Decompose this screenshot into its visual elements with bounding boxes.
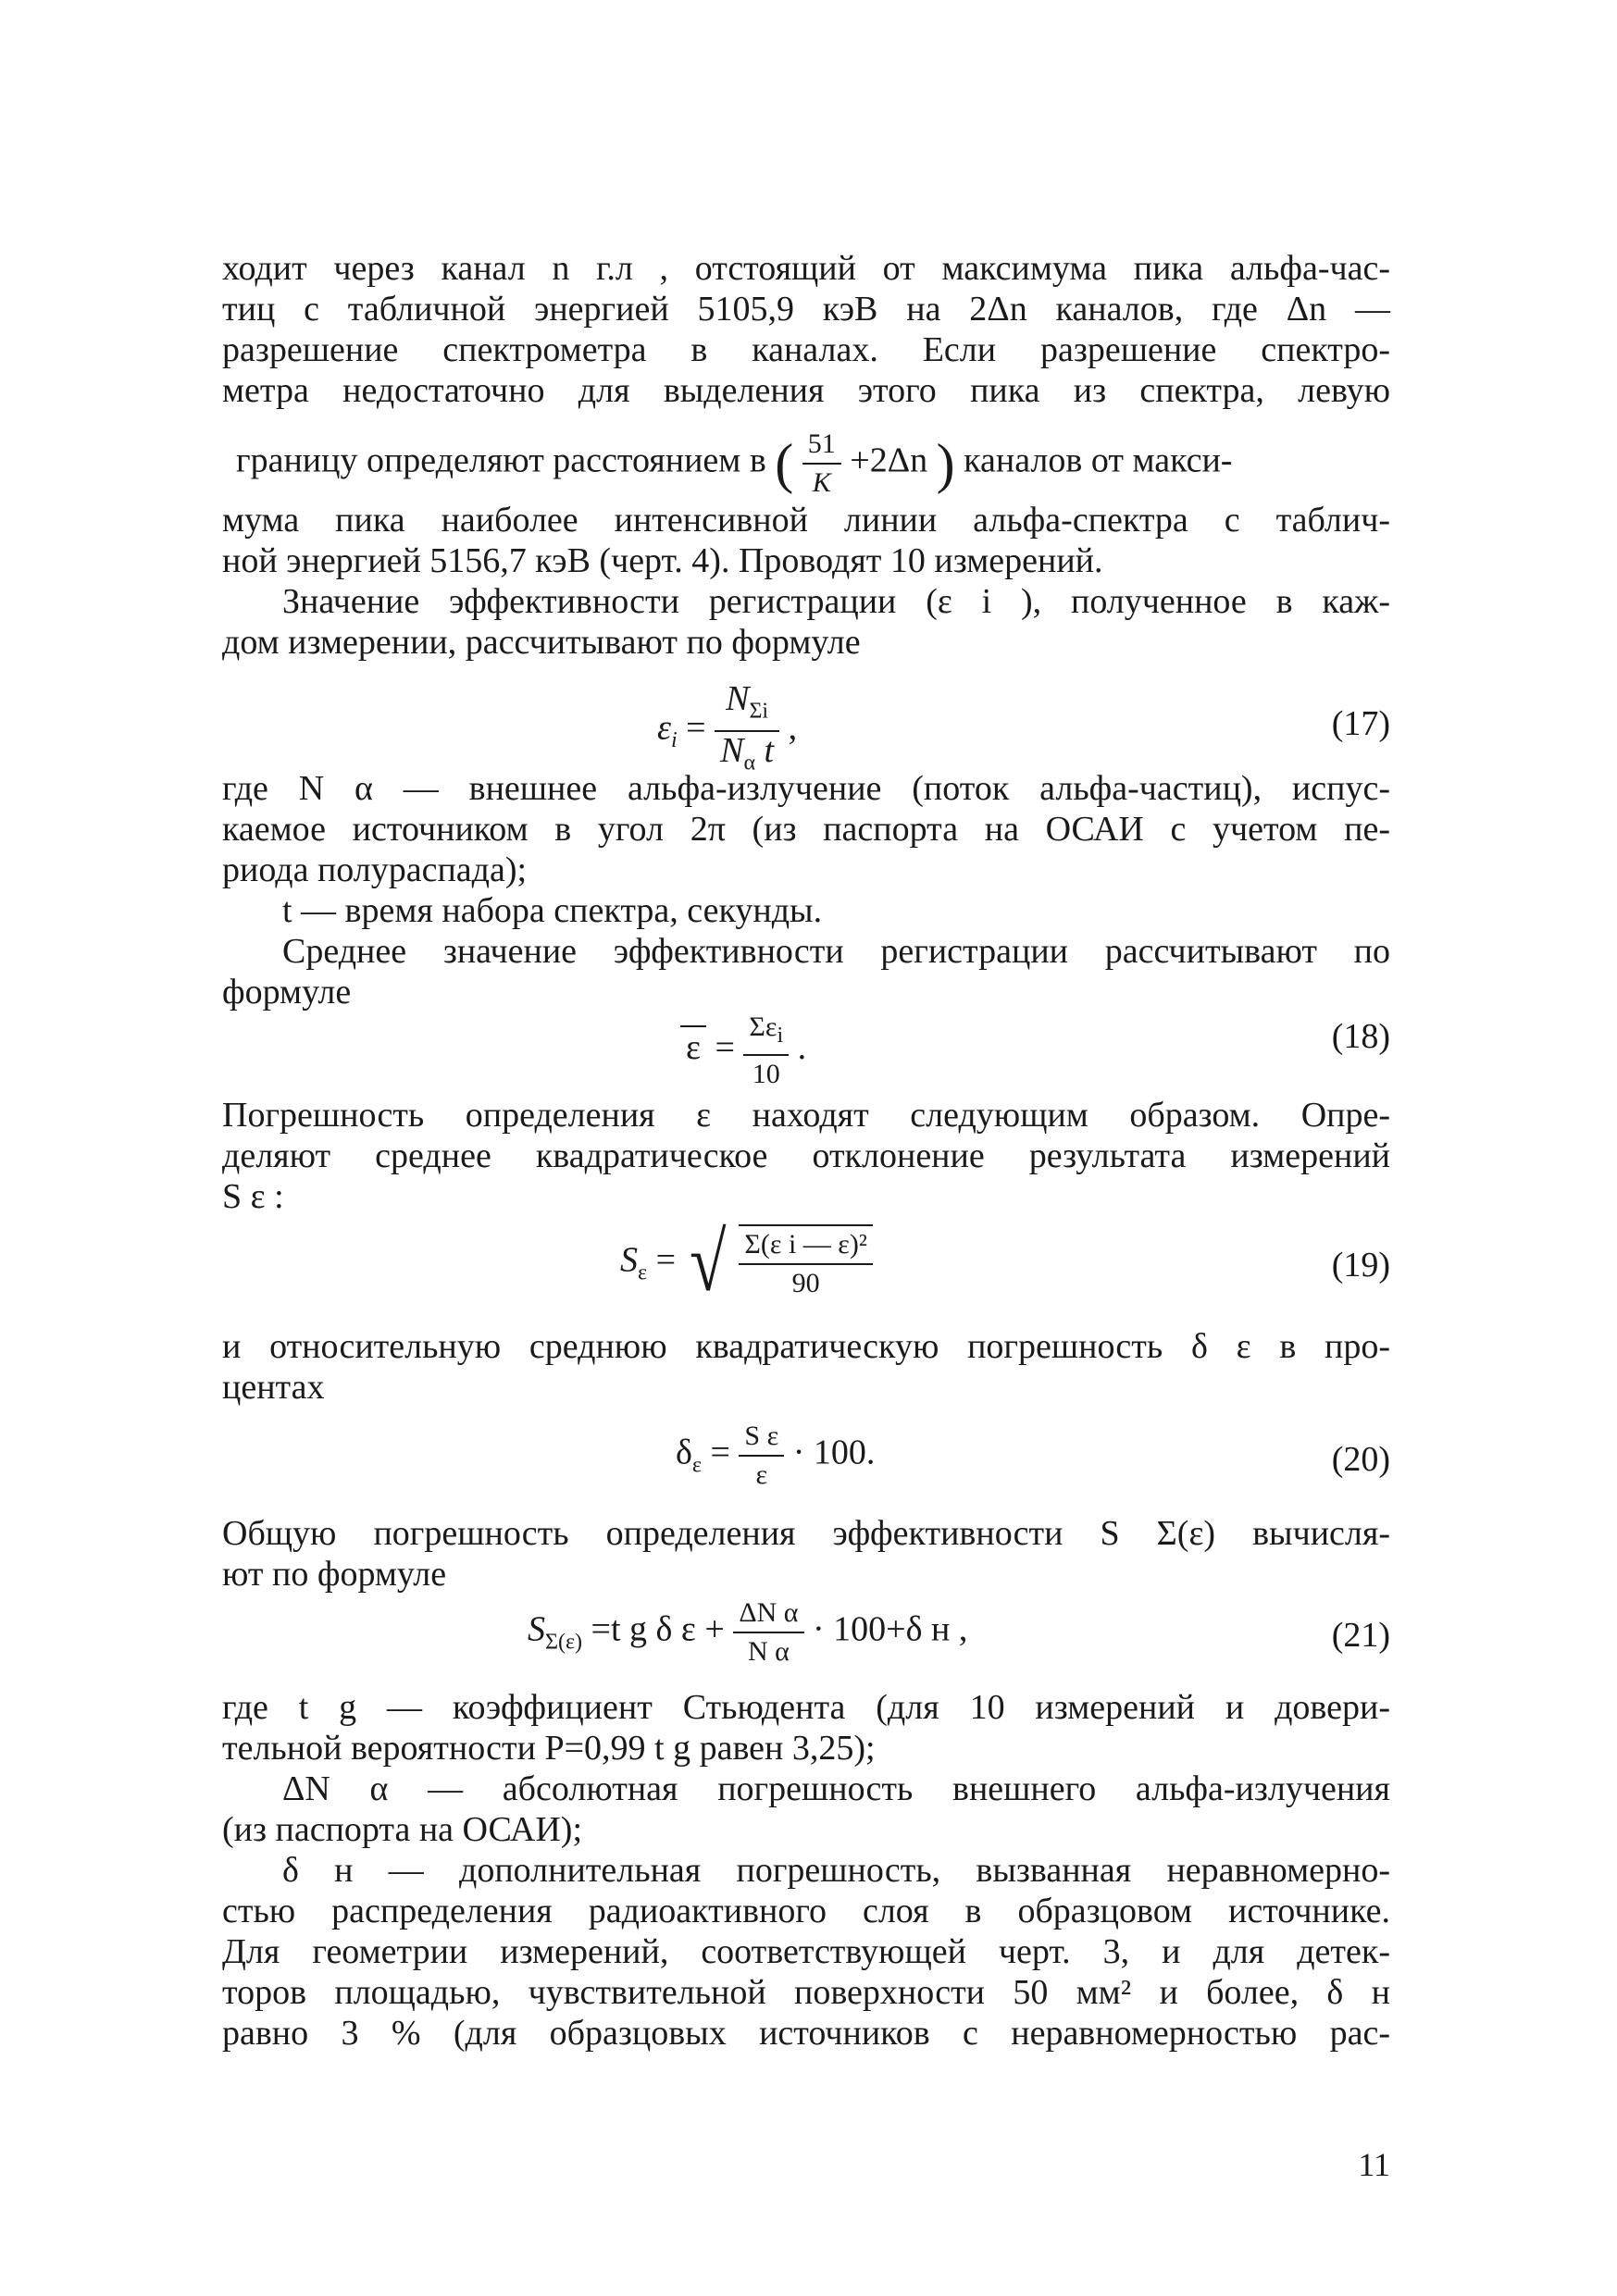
page-number: 11 bbox=[1358, 2146, 1390, 2183]
text-line: ной энергией 5156,7 кэВ (черт. 4). Проводят 10 измерений. bbox=[222, 541, 1103, 580]
text-line: метра недостаточно для выделения этого пика из спектра, левую bbox=[222, 371, 1390, 410]
text-line: t — время набора спектра, секунды. bbox=[282, 891, 823, 930]
text-line: разрешение спектрометра в каналах. Если разрешение спектро- bbox=[222, 330, 1390, 369]
text-line: δ н — дополнительная погрешность, вызванная неравномерно- bbox=[282, 1851, 1390, 1890]
fraction: $\frac{\text{Σ(ε i — ε)²}}{90}$ bbox=[739, 1224, 872, 1302]
text-segment: границу определяют расстоянием в bbox=[236, 441, 766, 480]
text-line: где t g — коэффициент Стьюдента (для 10 измерений и довери- bbox=[222, 1688, 1390, 1727]
text-line: дом измерении, рассчитывают по формуле bbox=[222, 623, 861, 662]
text-line: каемое источником в угол 2π (из паспорта на ОСАИ с учетом пе- bbox=[222, 810, 1390, 849]
equation-number: (19) bbox=[1331, 1246, 1390, 1285]
text-line: Общую погрешность определения эффективности S Σ(ε) вычисля- bbox=[222, 1514, 1390, 1553]
equation-number: (20) bbox=[1331, 1440, 1390, 1479]
text-line: Среднее значение эффективности регистрации рассчитывают по bbox=[282, 932, 1390, 971]
text-line: где N α — внешнее альфа-излучение (поток альфа-частиц), испус- bbox=[222, 769, 1390, 808]
text-line: риода полураспада); bbox=[222, 850, 528, 889]
text-line: и относительную среднюю квадратическую погрешность δ ε в про- bbox=[222, 1327, 1390, 1366]
formula-term: +2Δn bbox=[850, 441, 928, 480]
fraction: $\frac{\text{S ε}}{\varepsilon}$ bbox=[739, 1418, 784, 1494]
equation-number: (21) bbox=[1331, 1616, 1390, 1655]
fraction-denominator: K bbox=[812, 467, 831, 498]
fraction bbox=[802, 426, 841, 502]
text-line: формуле bbox=[222, 973, 352, 1011]
text-line: ходит через канал n г.л , отстоящий от максимума пика альфа-час- bbox=[222, 249, 1390, 288]
text-line: Для геометрии измерений, соответствующей черт. 3, и для детек- bbox=[222, 1932, 1390, 1971]
text-line: ΔN α — абсолютная погрешность внешнего альфа-излучения bbox=[282, 1769, 1390, 1808]
text-line: ют по формуле bbox=[222, 1555, 447, 1594]
text-line: S ε : bbox=[222, 1177, 284, 1216]
text-line: центах bbox=[222, 1368, 325, 1407]
fraction: $\frac{\text{ΔN α}}{\text{N α}}$ bbox=[733, 1595, 803, 1670]
text-line: торов площадью, чувствительной поверхности 50 мм² и более, δ н bbox=[222, 1973, 1390, 2012]
formula-18: ε = $\frac{\Sigma\varepsilon_i}{10}$ . bbox=[680, 1009, 806, 1093]
text-line: мума пика наиболее интенсивной линии альфа-спектра с таблич- bbox=[222, 501, 1390, 540]
text-line: Погрешность определения ε находят следующим образом. Опре- bbox=[222, 1096, 1390, 1135]
text-line: Значение эффективности регистрации (ε i ), полученное в каж- bbox=[282, 582, 1390, 621]
sqrt-sign: √ bbox=[689, 1217, 726, 1309]
equation-number: (17) bbox=[1331, 704, 1390, 743]
fraction: $\frac{\Sigma\varepsilon_i}{10}$ bbox=[743, 1009, 789, 1093]
text-line: тиц с табличной энергией 5105,9 кэВ на 2Δn каналов, где Δn — bbox=[222, 290, 1390, 329]
text-line: стью распределения радиоактивного слоя в образцовом источнике. bbox=[222, 1892, 1390, 1930]
formula-21: $S_{\Sigma(\varepsilon)} =t$ g δ ε + $\frac{\text{ΔN α}}{\text{N α}}$ · 100+δ н , bbox=[528, 1595, 967, 1670]
fraction-numerator: 51 bbox=[802, 426, 841, 465]
fraction: $\frac{N_{\Sigma i}}{N_\alpha t}$ bbox=[715, 680, 779, 781]
formula-19: $S_\varepsilon$ = √ $\frac{\text{Σ(ε i — ε)²}}{90}$ bbox=[620, 1222, 873, 1305]
formula-17: $\varepsilon_i$ = $\frac{N_{\Sigma i}}{N_\alpha t}$ , bbox=[657, 680, 797, 781]
paren-right: ) bbox=[936, 433, 955, 494]
text-line: деляют среднее квадратическое отклонение результата измерений bbox=[222, 1136, 1390, 1175]
text-line: тельной вероятности P=0,99 t g равен 3,25); bbox=[222, 1729, 876, 1768]
formula-line-16 bbox=[236, 426, 1390, 502]
equation-number: (18) bbox=[1331, 1017, 1390, 1056]
formula-20: $\delta_\varepsilon$ = $\frac{\text{S ε}}{\varepsilon}$ · 100. bbox=[676, 1418, 875, 1494]
paren-left: ( bbox=[775, 433, 794, 494]
text-line: равно 3 % (для образцовых источников с неравномерностью рас- bbox=[222, 2014, 1390, 2053]
text-segment: каналов от макси- bbox=[964, 441, 1233, 480]
text-line: (из паспорта на ОСАИ); bbox=[222, 1810, 582, 1849]
